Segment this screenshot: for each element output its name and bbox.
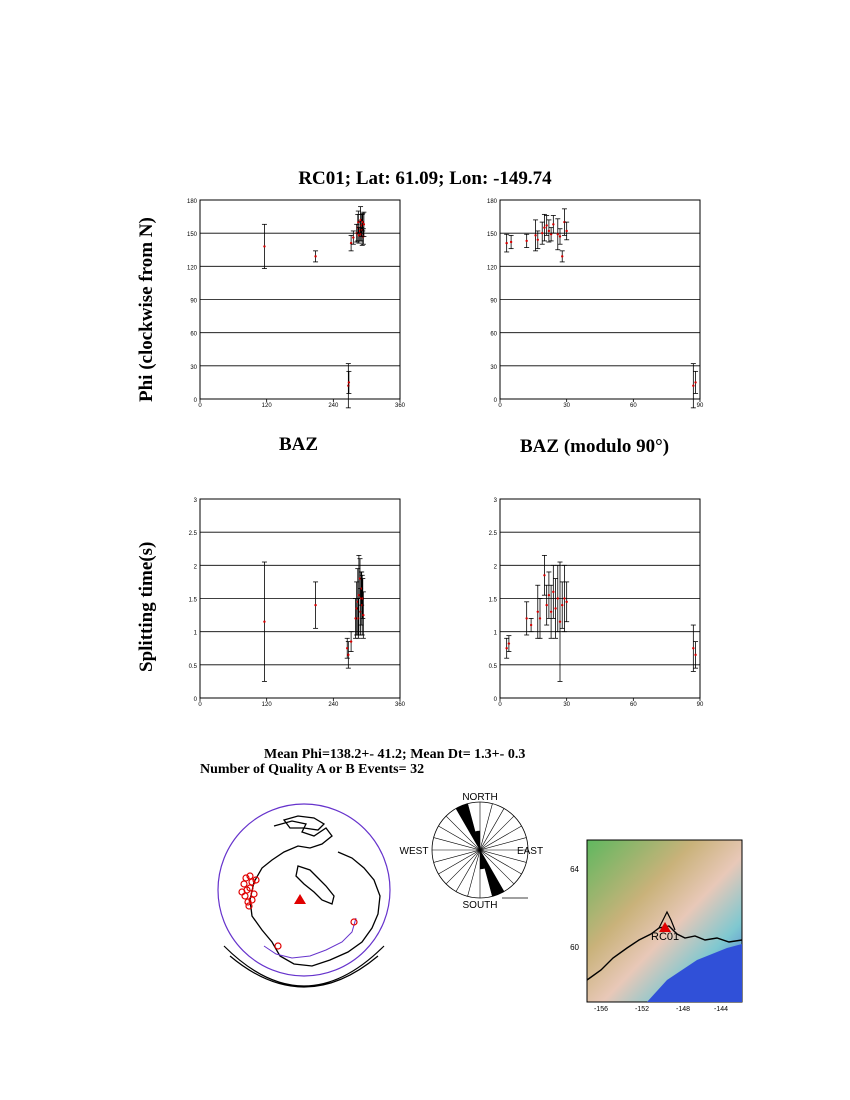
x-tick-label: 0 xyxy=(498,403,502,409)
data-point xyxy=(692,385,694,387)
location-map xyxy=(570,840,747,1013)
y-tick-label: 0 xyxy=(193,697,197,703)
data-point xyxy=(525,240,527,242)
data-point xyxy=(263,621,265,623)
data-point xyxy=(552,223,554,225)
y-tick-label: 0.5 xyxy=(488,663,497,670)
x-tick-label: 0 xyxy=(198,403,202,409)
x-tick-label: 60 xyxy=(629,403,637,409)
phi-vs-baz-chart xyxy=(180,195,420,410)
x-tick-label: 120 xyxy=(261,403,272,409)
y-tick-label: 180 xyxy=(186,199,197,205)
data-point xyxy=(545,604,547,606)
y-tick-label: 0 xyxy=(493,697,497,703)
y-tick-label: 150 xyxy=(486,232,497,239)
data-point xyxy=(362,614,364,616)
data-point xyxy=(543,226,545,228)
rose-diagram xyxy=(398,788,544,912)
data-point xyxy=(548,230,550,232)
x-tick-label: 30 xyxy=(563,403,571,409)
data-point xyxy=(554,607,556,609)
data-point xyxy=(263,245,265,247)
x-tick-label: 360 xyxy=(394,403,406,409)
baz-mod-xlabel: BAZ (modulo 90°) xyxy=(520,436,670,457)
x-tick-label: 0 xyxy=(498,702,502,708)
x-tick-label: 90 xyxy=(696,702,704,708)
page-title: RC01; Lat: 61.09; Lon: -149.74 xyxy=(298,168,552,189)
map-lat-tick-64: 64 xyxy=(570,865,579,874)
y-tick-label: 2.5 xyxy=(488,531,497,538)
y-tick-label: 30 xyxy=(490,364,497,371)
data-point xyxy=(561,255,563,257)
y-tick-label: 120 xyxy=(186,265,197,272)
data-point xyxy=(347,654,349,656)
y-tick-label: 0 xyxy=(493,398,497,404)
data-point xyxy=(505,647,507,649)
y-tick-label: 1.5 xyxy=(188,597,197,604)
data-point xyxy=(537,611,539,613)
phi-ylabel: Phi (clockwise from N) xyxy=(136,217,157,402)
data-point xyxy=(363,223,365,225)
data-point xyxy=(550,611,552,613)
y-tick-label: 120 xyxy=(486,265,497,272)
y-tick-label: 2.5 xyxy=(188,531,197,538)
map-lon-tick-152: -152 xyxy=(634,1006,650,1013)
data-point xyxy=(530,624,532,626)
y-tick-label: 1 xyxy=(193,630,197,637)
data-point xyxy=(565,601,567,603)
map-lon-tick-148: -148 xyxy=(675,1006,691,1013)
y-tick-label: 60 xyxy=(490,331,497,338)
event-markers xyxy=(239,873,357,949)
data-point xyxy=(525,617,527,619)
y-tick-label: 150 xyxy=(186,232,197,239)
rose-north-label: NORTH xyxy=(462,792,498,803)
y-tick-label: 1.5 xyxy=(488,597,497,604)
phi-vs-baz-mod90-chart xyxy=(480,195,720,410)
data-point xyxy=(534,234,536,236)
data-point xyxy=(559,621,561,623)
data-point xyxy=(350,640,352,642)
data-point xyxy=(548,594,550,596)
dt-vs-baz-mod90-chart xyxy=(480,494,720,709)
y-tick-label: 2 xyxy=(493,564,497,571)
y-tick-label: 60 xyxy=(190,331,197,338)
y-tick-label: 30 xyxy=(190,364,197,371)
y-tick-label: 90 xyxy=(490,298,497,305)
data-point xyxy=(539,617,541,619)
y-tick-label: 90 xyxy=(190,298,197,305)
data-point xyxy=(563,597,565,599)
station-marker xyxy=(294,894,306,904)
data-point xyxy=(314,604,316,606)
data-point xyxy=(348,381,350,383)
data-point xyxy=(561,604,563,606)
x-tick-label: 120 xyxy=(261,702,272,708)
data-point xyxy=(508,642,510,644)
data-point xyxy=(352,236,354,238)
data-point xyxy=(537,239,539,241)
data-point xyxy=(557,597,559,599)
y-tick-label: 2 xyxy=(193,564,197,571)
data-point xyxy=(505,242,507,244)
rose-west-label: WEST xyxy=(399,846,429,857)
y-tick-label: 1 xyxy=(493,630,497,637)
x-tick-label: 0 xyxy=(198,702,202,708)
data-point xyxy=(314,255,316,257)
dt-ylabel: Splitting time(s) xyxy=(136,541,157,672)
data-point xyxy=(559,235,561,237)
map-lon-tick-156: -156 xyxy=(593,1006,609,1013)
data-point xyxy=(565,230,567,232)
data-point xyxy=(510,241,512,243)
data-point xyxy=(541,232,543,234)
event-globe xyxy=(214,796,400,996)
rose-south-label: SOUTH xyxy=(462,900,498,911)
dt-vs-baz-chart xyxy=(180,494,420,709)
data-point xyxy=(692,647,694,649)
data-point xyxy=(545,224,547,226)
y-tick-label: 0.5 xyxy=(188,663,197,670)
data-point xyxy=(552,591,554,593)
baz-xlabel: BAZ xyxy=(279,434,319,455)
data-point xyxy=(694,381,696,383)
map-station-label: RC01 xyxy=(651,931,680,943)
x-tick-label: 240 xyxy=(328,702,339,708)
x-tick-label: 90 xyxy=(696,403,704,409)
mean-summary: Mean Phi=138.2+- 41.2; Mean Dt= 1.3+- 0.3 xyxy=(264,747,526,762)
y-tick-label: 3 xyxy=(493,498,497,504)
rose-east-label: EAST xyxy=(516,846,544,857)
map-lon-tick-144: -144 xyxy=(713,1006,729,1013)
x-tick-label: 60 xyxy=(629,702,637,708)
x-tick-label: 30 xyxy=(563,702,571,708)
y-tick-label: 180 xyxy=(486,199,497,205)
y-tick-label: 3 xyxy=(193,498,197,504)
event-count: Number of Quality A or B Events= 32 xyxy=(200,762,425,777)
data-point xyxy=(694,654,696,656)
data-point xyxy=(557,233,559,235)
x-tick-label: 240 xyxy=(328,403,339,409)
map-lat-tick-60: 60 xyxy=(570,943,579,952)
data-point xyxy=(543,574,545,576)
x-tick-label: 360 xyxy=(394,702,406,708)
y-tick-label: 0 xyxy=(193,398,197,404)
globe-antarctica-arc xyxy=(224,946,384,987)
